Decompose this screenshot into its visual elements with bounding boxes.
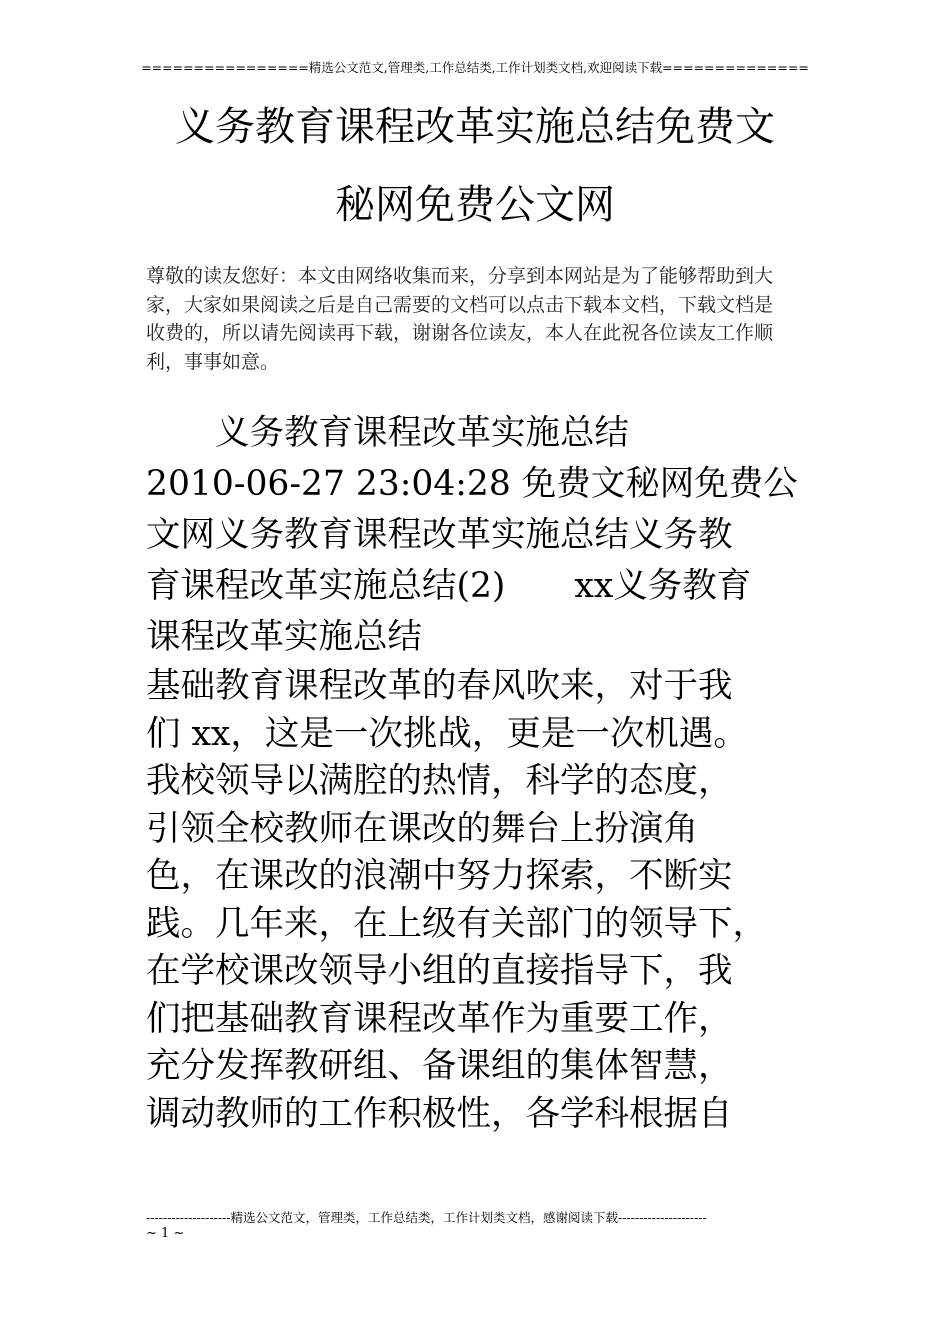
title-line-2: 秘网免费公文网 (335, 182, 615, 228)
title-line-1: 义务教育课程改革实施总结免费文 (175, 104, 775, 150)
body-line: 色，在课改的浪潮中努力探索，不断实 (146, 856, 733, 896)
intro-line: 义务教育课程改革实施总结 (146, 413, 629, 453)
body-line: 基础教育课程改革的春风吹来，对于我 (146, 666, 733, 706)
notice-line: 家，大家如果阅读之后是自己需要的文档可以点击下载本文档，下载文档是 (146, 293, 774, 316)
intro-line: 2010-06-27 23:04:28 免费文秘网免费公 (146, 464, 798, 504)
notice-line: 利，事事如意。 (146, 350, 280, 373)
reader-notice (146, 262, 806, 376)
notice-line: 收费的，所以请先阅读再下载，谢谢各位读友，本人在此祝各位读友工作顺 (146, 322, 774, 344)
body-line: 引领全校教师在课改的舞台上扮演角 (146, 808, 698, 849)
body-line: 在学校课改领导小组的直接指导下，我 (146, 951, 733, 991)
body-line: 充分发挥教研组、备课组的集体智慧， (146, 1046, 733, 1086)
intro-line: 课程改革实施总结 (146, 617, 422, 657)
body-line: 们把基础教育课程改革作为重要工作， (146, 998, 733, 1039)
body-line: 们 xx，这是一次挑战，更是一次机遇。 (146, 713, 748, 754)
page-header: ================精选公文范文,管理类,工作总结类,工作计划类文档,欢迎阅读下载============== (141, 60, 809, 75)
page-footer: --------------------精选公文范文，管理类，工作总结类，工作计划类文档，感谢阅读下载--------------------- (146, 1210, 707, 1225)
intro-line: 育课程改革实施总结(2) xx义务教育 (146, 566, 752, 606)
notice-line: 尊敬的读友您好：本文由网络收集而来，分享到本网站是为了能够帮助到大 (146, 265, 774, 287)
body-line: 践。几年来，在上级有关部门的领导下， (146, 903, 767, 944)
body-line: 我校领导以满腔的热情，科学的态度， (146, 761, 733, 801)
body-line: 调动教师的工作积极性，各学科根据自 (146, 1093, 733, 1134)
document-body (146, 408, 806, 1138)
document-title (0, 88, 950, 244)
page-number: ~ 1 ~ (146, 1226, 185, 1241)
intro-line: 文网义务教育课程改革实施总结义务教 (146, 515, 733, 555)
